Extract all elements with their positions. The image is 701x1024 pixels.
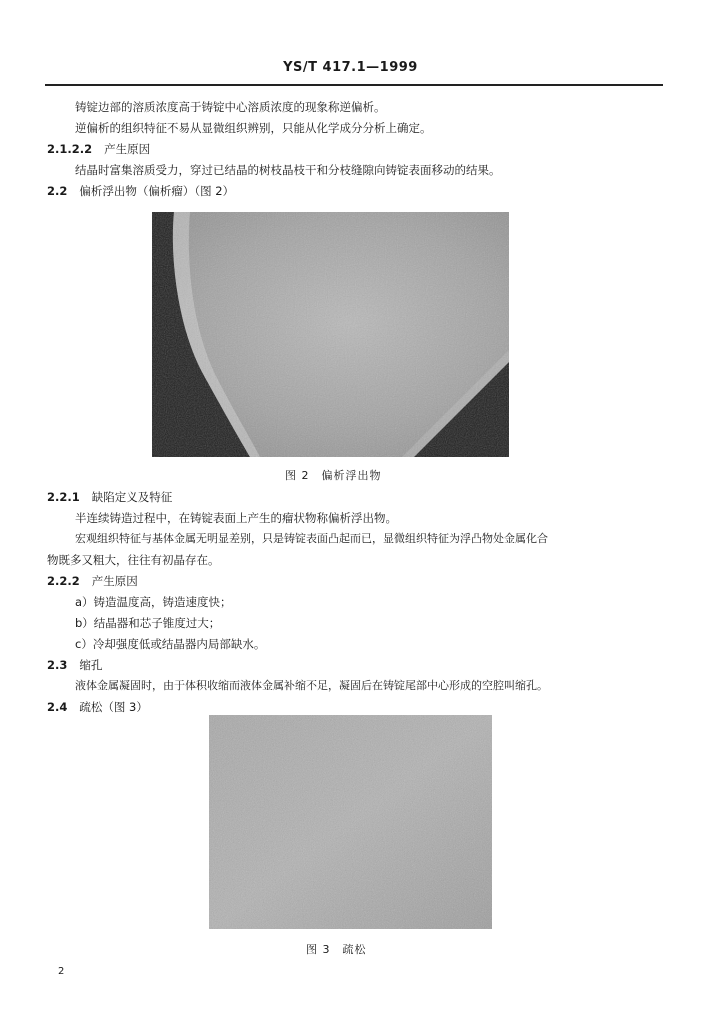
page-number: 2 bbox=[58, 966, 65, 977]
section-title: 疏松（图 3） bbox=[79, 700, 148, 714]
paragraph-reverse-segregation: 铸锭边部的溶质浓度高于铸锭中心溶质浓度的现象称逆偏析。 bbox=[75, 100, 386, 114]
figure-3-caption bbox=[306, 941, 367, 957]
paragraph-reverse-segregation-feature: 逆偏析的组织特征不易从显微组织辨别，只能从化学成分分析上确定。 bbox=[75, 121, 432, 135]
section-2-3-text: 液体金属凝固时，由于体积收缩而液体金属补缩不足，凝固后在铸锭尾部中心形成的空腔叫缩孔。 bbox=[75, 679, 548, 692]
figure-3-photo bbox=[209, 715, 492, 929]
section-number: 2.3 bbox=[47, 658, 68, 672]
section-number: 2.2 bbox=[47, 184, 68, 198]
figure-title: 偏析浮出物 bbox=[321, 469, 382, 482]
section-2-4-heading bbox=[47, 699, 148, 715]
segregation-photo bbox=[152, 212, 509, 457]
figure-2-photo bbox=[152, 212, 509, 457]
section-number: 2.4 bbox=[47, 700, 68, 714]
section-2-2-1-text-1: 半连续铸造过程中，在铸锭表面上产生的瘤状物称偏析浮出物。 bbox=[75, 511, 397, 525]
figure-label: 图 2 bbox=[285, 469, 310, 482]
section-2-2-1-text-3: 物既多又粗大，往往有初晶存在。 bbox=[47, 553, 220, 567]
section-title: 产生原因 bbox=[104, 142, 151, 156]
list-item: c）冷却强度低或结晶器内局部缺水。 bbox=[75, 637, 266, 651]
section-2-1-2-2-heading bbox=[47, 141, 150, 157]
section-number: 2.2.2 bbox=[47, 574, 80, 588]
section-title: 缺陷定义及特征 bbox=[91, 490, 173, 504]
section-title: 偏析浮出物（偏析瘤）（图 2） bbox=[79, 184, 235, 198]
section-title: 产生原因 bbox=[91, 574, 138, 588]
section-2-2-1-heading bbox=[47, 489, 172, 505]
section-2-3-heading bbox=[47, 657, 102, 673]
section-2-1-2-2-text: 结晶时富集溶质受力，穿过已结晶的树枝晶枝干和分枝缝隙向铸锭表面移动的结果。 bbox=[75, 163, 501, 177]
section-number: 2.2.1 bbox=[47, 490, 80, 504]
figure-2-caption bbox=[285, 467, 382, 483]
list-item: b）结晶器和芯子锥度过大； bbox=[75, 616, 221, 630]
list-item: a）铸造温度高，铸造速度快； bbox=[75, 595, 232, 609]
section-number: 2.1.2.2 bbox=[47, 142, 93, 156]
section-2-2-2-heading bbox=[47, 573, 138, 589]
porosity-photo bbox=[209, 715, 492, 929]
section-2-2-1-text-2: 宏观组织特征与基体金属无明显差别，只是铸锭表面凸起而已，显微组织特征为浮凸物处金属化合 bbox=[75, 532, 548, 545]
section-2-2-heading bbox=[47, 183, 234, 199]
page-header: YS/T 417.1—1999 bbox=[283, 60, 418, 75]
header-rule bbox=[45, 84, 663, 86]
figure-title: 疏松 bbox=[342, 943, 367, 956]
figure-label: 图 3 bbox=[306, 943, 331, 956]
section-title: 缩孔 bbox=[79, 658, 103, 672]
